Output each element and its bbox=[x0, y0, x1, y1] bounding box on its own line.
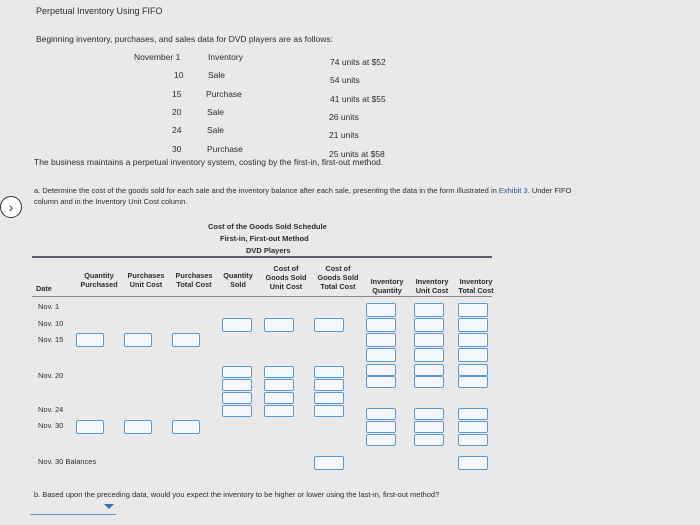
col-inv-qty-l1: Inventory bbox=[370, 277, 404, 286]
system-note: The business maintains a perpetual inventory system, costing by the first-in, first-out method. bbox=[34, 157, 384, 167]
col-inv-total-l2: Total Cost bbox=[458, 286, 494, 295]
inv-unit-input[interactable] bbox=[414, 421, 444, 433]
inv-total-input[interactable] bbox=[458, 434, 488, 446]
answer-dropdown[interactable] bbox=[30, 502, 116, 515]
date-nov-20: Nov. 20 bbox=[38, 371, 64, 380]
col-cogs-total-l1: Cost of bbox=[325, 264, 351, 273]
data-detail-5: 25 units at $58 bbox=[329, 149, 385, 159]
header-divider bbox=[32, 296, 492, 297]
inv-qty-input[interactable] bbox=[366, 408, 396, 420]
col-inv-unit bbox=[408, 277, 456, 295]
inv-total-input[interactable] bbox=[458, 376, 488, 388]
cogs-unit-input[interactable] bbox=[264, 405, 294, 417]
col-cogs-unit-l2: Goods Sold bbox=[265, 273, 307, 282]
inv-total-balance-input[interactable] bbox=[458, 456, 488, 470]
data-detail-4: 21 units bbox=[329, 130, 359, 140]
col-cogs-total bbox=[312, 264, 364, 291]
col-inv-qty-l2: Quantity bbox=[372, 286, 402, 295]
date-nov-1: Nov. 1 bbox=[38, 302, 60, 311]
qty-purchased-input[interactable] bbox=[76, 420, 104, 434]
intro-text: Beginning inventory, purchases, and sales data for DVD players are as follows: bbox=[36, 34, 334, 44]
cogs-total-balance-input[interactable] bbox=[314, 456, 344, 470]
qty-sold-input[interactable] bbox=[222, 366, 252, 378]
col-cogs-unit-l1: Cost of bbox=[273, 264, 299, 273]
col-purch-total-l2: Total Cost bbox=[176, 280, 212, 289]
col-date: Date bbox=[36, 284, 52, 293]
schedule-title: Cost of the Goods Sold Schedule bbox=[208, 222, 327, 231]
inv-qty-input[interactable] bbox=[366, 364, 396, 376]
col-inv-total-l1: Inventory bbox=[459, 277, 493, 286]
date-nov-15: Nov. 15 bbox=[38, 335, 64, 344]
col-qty-sold-l2: Sold bbox=[230, 280, 246, 289]
qty-sold-input[interactable] bbox=[222, 405, 252, 417]
data-detail-1: 54 units bbox=[330, 75, 360, 85]
inv-unit-input[interactable] bbox=[414, 303, 444, 317]
cogs-unit-input[interactable] bbox=[264, 392, 294, 404]
inv-total-input[interactable] bbox=[458, 303, 488, 317]
col-inv-total bbox=[452, 277, 500, 295]
col-purch-total bbox=[170, 271, 218, 289]
question-a-line1-end: . Under FIFO bbox=[527, 186, 572, 195]
col-qty-purchased-l1: Quantity bbox=[84, 271, 114, 280]
data-type-4: Sale bbox=[207, 125, 225, 135]
data-day-0: November 1 bbox=[134, 52, 181, 62]
inv-qty-input[interactable] bbox=[366, 333, 396, 347]
inv-total-input[interactable] bbox=[458, 318, 488, 332]
qty-sold-input[interactable] bbox=[222, 318, 252, 332]
inv-unit-input[interactable] bbox=[414, 348, 444, 362]
cogs-total-input[interactable] bbox=[314, 405, 344, 417]
cogs-total-input[interactable] bbox=[314, 318, 344, 332]
col-purch-unit-l2: Unit Cost bbox=[129, 280, 163, 289]
col-qty-sold bbox=[218, 271, 258, 289]
date-nov-24: Nov. 24 bbox=[38, 405, 64, 414]
data-type-5: Purchase bbox=[207, 144, 243, 154]
col-cogs-unit-l3: Unit Cost bbox=[269, 282, 303, 291]
inv-qty-input[interactable] bbox=[366, 303, 396, 317]
date-nov-30: Nov. 30 bbox=[38, 421, 64, 430]
data-day-2: 15 bbox=[172, 89, 182, 99]
cogs-unit-input[interactable] bbox=[264, 318, 294, 332]
cogs-total-input[interactable] bbox=[314, 379, 344, 391]
purch-unit-input[interactable] bbox=[124, 333, 152, 347]
col-qty-sold-l1: Quantity bbox=[223, 271, 253, 280]
col-cogs-unit bbox=[260, 264, 312, 291]
cogs-unit-input[interactable] bbox=[264, 379, 294, 391]
question-b-text: b. Based upon the preceding data, would you expect the inventory to be higher or lower using the last-in, first-out method? bbox=[34, 490, 440, 499]
col-inv-unit-l2: Unit Cost bbox=[415, 286, 449, 295]
question-a-line1: a. Determine the cost of the goods sold for each sale and the inventory balance after each sale, presenting the data in the form illustrated in bbox=[34, 186, 497, 195]
inv-qty-input[interactable] bbox=[366, 348, 396, 362]
inv-unit-input[interactable] bbox=[414, 408, 444, 420]
qty-purchased-input[interactable] bbox=[76, 333, 104, 347]
data-day-3: 20 bbox=[172, 107, 182, 117]
cogs-total-input[interactable] bbox=[314, 366, 344, 378]
date-nov-10: Nov. 10 bbox=[38, 319, 64, 328]
next-arrow-icon[interactable]: › bbox=[0, 196, 22, 218]
question-a-line2: column and in the Inventory Unit Cost column. bbox=[34, 197, 188, 206]
col-purch-total-l1: Purchases bbox=[175, 271, 213, 280]
inv-qty-input[interactable] bbox=[366, 434, 396, 446]
cogs-total-input[interactable] bbox=[314, 392, 344, 404]
inv-total-input[interactable] bbox=[458, 408, 488, 420]
data-detail-0: 74 units at $52 bbox=[330, 57, 386, 67]
inv-unit-input[interactable] bbox=[414, 376, 444, 388]
data-detail-2: 41 units at $55 bbox=[330, 94, 386, 104]
col-qty-purchased bbox=[76, 271, 122, 289]
data-type-1: Sale bbox=[208, 70, 226, 80]
col-cogs-total-l3: Total Cost bbox=[320, 282, 356, 291]
inv-unit-input[interactable] bbox=[414, 333, 444, 347]
inv-qty-input[interactable] bbox=[366, 376, 396, 388]
purch-total-input[interactable] bbox=[172, 333, 200, 347]
purch-unit-input[interactable] bbox=[124, 420, 152, 434]
data-detail-3: 26 units bbox=[329, 112, 359, 122]
col-inv-qty bbox=[364, 277, 410, 295]
schedule-method: First-in, First-out Method bbox=[220, 234, 309, 243]
data-type-3: Sale bbox=[207, 107, 225, 117]
col-purch-unit bbox=[122, 271, 170, 289]
inv-unit-input[interactable] bbox=[414, 364, 444, 376]
question-a-text bbox=[34, 186, 571, 195]
purch-total-input[interactable] bbox=[172, 420, 200, 434]
cogs-unit-input[interactable] bbox=[264, 366, 294, 378]
schedule-product: DVD Players bbox=[246, 246, 291, 255]
inv-qty-input[interactable] bbox=[366, 421, 396, 433]
qty-sold-input[interactable] bbox=[222, 379, 252, 391]
inv-total-input[interactable] bbox=[458, 421, 488, 433]
table-top-divider bbox=[32, 256, 492, 258]
inv-qty-input[interactable] bbox=[366, 318, 396, 332]
inv-unit-input[interactable] bbox=[414, 434, 444, 446]
col-qty-purchased-l2: Purchased bbox=[80, 280, 118, 289]
inv-total-input[interactable] bbox=[458, 348, 488, 362]
data-day-5: 30 bbox=[172, 144, 182, 154]
col-cogs-total-l2: Goods Sold bbox=[317, 273, 359, 282]
chevron-down-icon[interactable] bbox=[104, 504, 114, 509]
qty-sold-input[interactable] bbox=[222, 392, 252, 404]
inv-total-input[interactable] bbox=[458, 333, 488, 347]
col-purch-unit-l1: Purchases bbox=[127, 271, 165, 280]
col-inv-unit-l1: Inventory bbox=[415, 277, 449, 286]
data-type-0: Inventory bbox=[208, 52, 243, 62]
data-type-2: Purchase bbox=[206, 89, 242, 99]
exhibit-link[interactable]: Exhibit 3 bbox=[498, 186, 528, 195]
date-nov-30-balances: Nov. 30 Balances bbox=[38, 457, 97, 466]
inv-unit-input[interactable] bbox=[414, 318, 444, 332]
data-day-4: 24 bbox=[172, 125, 182, 135]
page-title: Perpetual Inventory Using FIFO bbox=[36, 6, 163, 16]
inv-total-input[interactable] bbox=[458, 364, 488, 376]
data-day-1: 10 bbox=[174, 70, 184, 80]
